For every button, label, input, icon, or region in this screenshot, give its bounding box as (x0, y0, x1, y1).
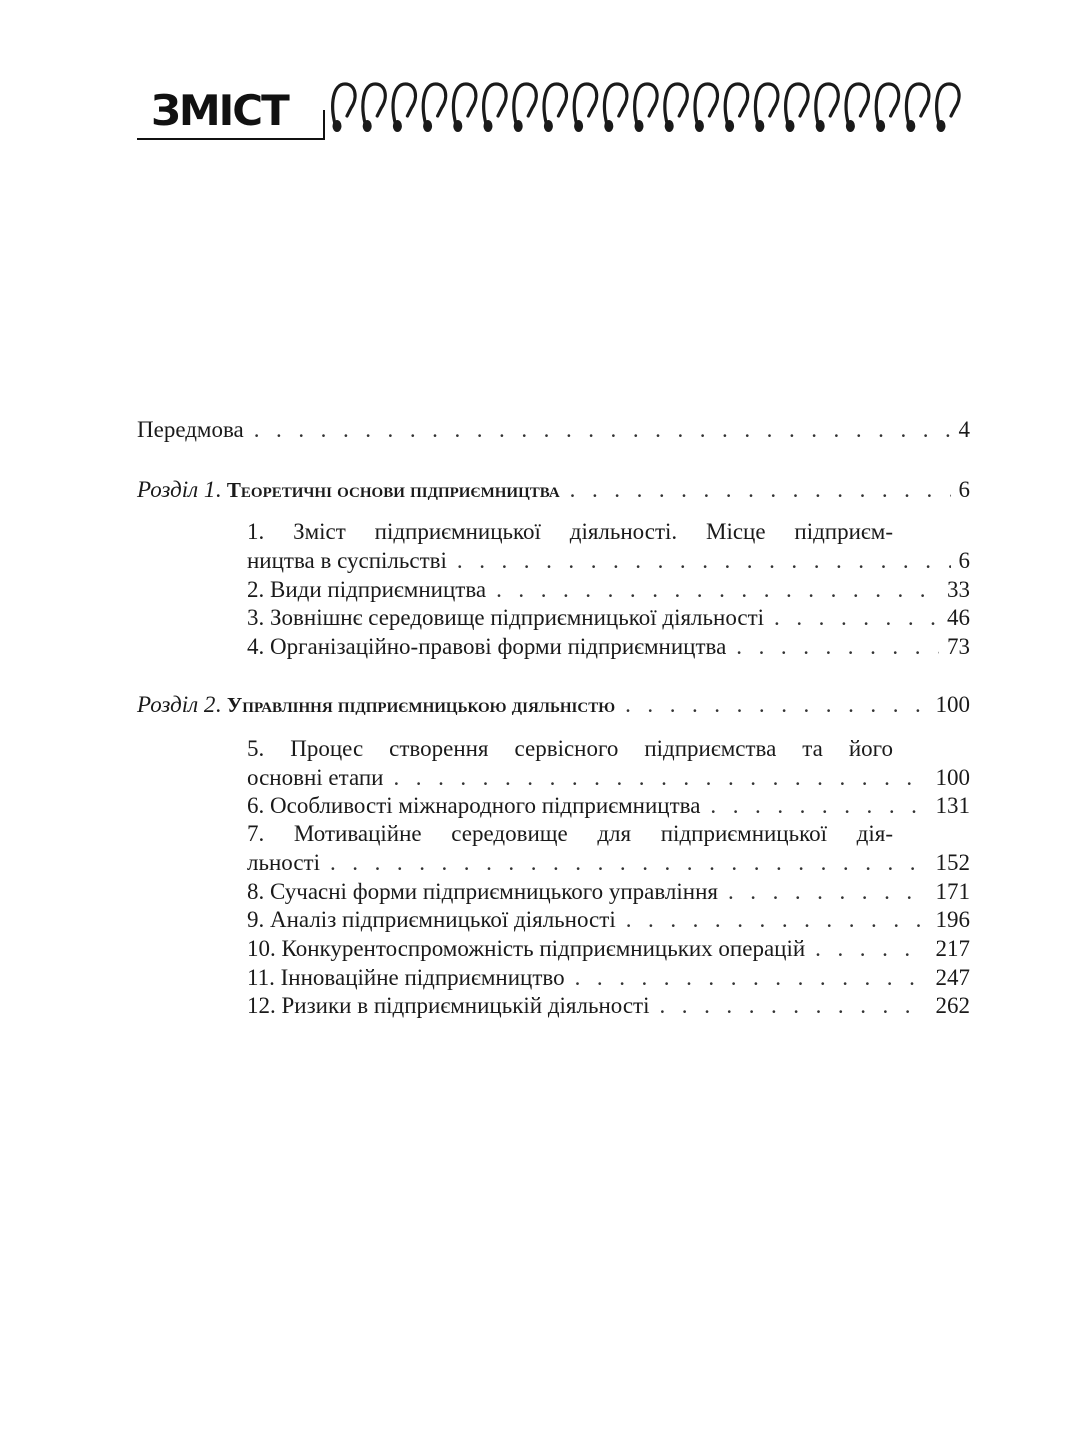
section-heading: Розділ 2. Управління підприємницькою діяльністю (137, 692, 616, 717)
dot-leader (320, 849, 928, 877)
toc-item-7[interactable] (247, 849, 970, 877)
spiral-ring-icon (574, 84, 597, 132)
toc-entry-label: 3. Зовнішнє середовище підприємницької діяльності (247, 605, 765, 630)
spiral-ring-icon (665, 84, 688, 132)
toc-entry-label: 8. Сучасні форми підприємницького управління (247, 879, 718, 904)
toc-entry-page: 217 (935, 936, 970, 961)
toc-entry-page: 4 (958, 417, 970, 442)
dot-leader (726, 633, 939, 661)
dot-leader (447, 547, 951, 575)
toc-entry-label: 4. Організаційно-правові форми підприємництва (247, 634, 727, 659)
spiral-ring-icon (635, 84, 658, 132)
toc-entry-page: 6 (958, 477, 970, 502)
dot-leader (565, 964, 928, 992)
dot-leader (700, 792, 927, 820)
section-title: Теоретичні основи підприємництва (226, 478, 560, 502)
toc-item-7-line1: 7. Мотиваційне середовище для підприємницької дія- (247, 821, 893, 846)
section-heading: Розділ 1. Теоретичні основи підприємництва (137, 477, 560, 502)
toc-entry-label: 12. Ризики в підприємницькій діяльності (247, 993, 650, 1018)
toc-section-1[interactable] (137, 476, 970, 504)
spiral-ring-icon (695, 84, 718, 132)
toc-entry-page: 196 (935, 907, 970, 932)
toc-entry-page: 131 (935, 793, 970, 818)
spiral-ring-icon (876, 84, 899, 132)
spiral-ring-icon (484, 84, 507, 132)
title-divider (323, 110, 325, 140)
toc-section-2[interactable] (137, 691, 970, 719)
dot-leader (764, 604, 939, 632)
spiral-binding-decoration (327, 74, 972, 140)
toc-entry-page: 171 (935, 879, 970, 904)
page-header (137, 74, 972, 142)
dot-leader (560, 476, 951, 504)
spiral-ring-icon (423, 84, 446, 132)
spiral-ring-icon (725, 84, 748, 132)
section-prefix: Розділ 1 (137, 477, 216, 502)
toc-entry-page: 33 (947, 577, 970, 602)
page-title: ЗМІСТ (151, 86, 288, 135)
toc-entry-label: 2. Види підприємництва (247, 577, 487, 602)
spiral-ring-icon (604, 84, 627, 132)
dot-leader (486, 576, 939, 604)
toc-entry-page: 73 (947, 634, 970, 659)
toc-item-11[interactable] (247, 964, 970, 992)
dot-leader (383, 764, 927, 792)
toc-entry-page: 46 (947, 605, 970, 630)
toc-entry-label: Передмова (137, 417, 244, 442)
section-title: Управління підприємницькою діяльністю (226, 693, 616, 717)
toc-entry-label: ництва в суспільстві (247, 548, 447, 573)
dot-leader (718, 878, 928, 906)
toc-entry-label: льності (247, 850, 320, 875)
spiral-ring-icon (816, 84, 839, 132)
toc-item-2[interactable] (247, 576, 970, 604)
toc-item-5-line1: 5. Процес створення сервісного підприємства та його (247, 736, 893, 761)
toc-item-6[interactable] (247, 792, 970, 820)
dot-leader (650, 992, 928, 1020)
spiral-ring-icon (937, 84, 960, 132)
toc-entry-page: 247 (935, 965, 970, 990)
toc-item-10[interactable] (247, 935, 970, 963)
toc-item-1-line1: 1. Зміст підприємницької діяльності. Місце підприєм- (247, 519, 893, 544)
title-underline (137, 138, 323, 140)
toc-entry-page: 6 (958, 548, 970, 573)
toc-entry-label: основні етапи (247, 765, 384, 790)
toc-item-9[interactable] (247, 906, 970, 934)
spiral-ring-icon (393, 84, 416, 132)
toc-entry-page: 100 (935, 692, 970, 717)
toc-item-3[interactable] (247, 604, 970, 632)
dot-leader (805, 935, 927, 963)
toc-entry-page: 100 (935, 765, 970, 790)
dot-leader (615, 691, 927, 719)
spiral-ring-icon (544, 84, 567, 132)
toc-entry-preface[interactable] (137, 416, 970, 444)
toc-entry-label: 6. Особливості міжнародного підприємництва (247, 793, 701, 818)
spiral-ring-icon (786, 84, 809, 132)
toc-item-8[interactable] (247, 878, 970, 906)
toc-entry-label: 10. Конкурентоспроможність підприємницьких операцій (247, 936, 806, 961)
toc-entry-label: 11. Інноваційне підприємництво (247, 965, 565, 990)
toc-entry-page: 262 (935, 993, 970, 1018)
spiral-ring-icon (453, 84, 476, 132)
spiral-ring-icon (846, 84, 869, 132)
spiral-ring-icon (363, 84, 386, 132)
spiral-ring-icon (333, 84, 356, 132)
dot-leader (244, 416, 951, 444)
toc-entry-label: 9. Аналіз підприємницької діяльності (247, 907, 616, 932)
spiral-ring-icon (755, 84, 778, 132)
toc-item-4[interactable] (247, 633, 970, 661)
section-prefix: Розділ 2 (137, 692, 216, 717)
dot-leader (616, 906, 928, 934)
toc-item-1[interactable] (247, 547, 970, 575)
spiral-ring-icon (906, 84, 929, 132)
spiral-ring-icon (514, 84, 537, 132)
toc-item-12[interactable] (247, 992, 970, 1020)
toc-entry-page: 152 (935, 850, 970, 875)
toc-item-5[interactable] (247, 764, 970, 792)
